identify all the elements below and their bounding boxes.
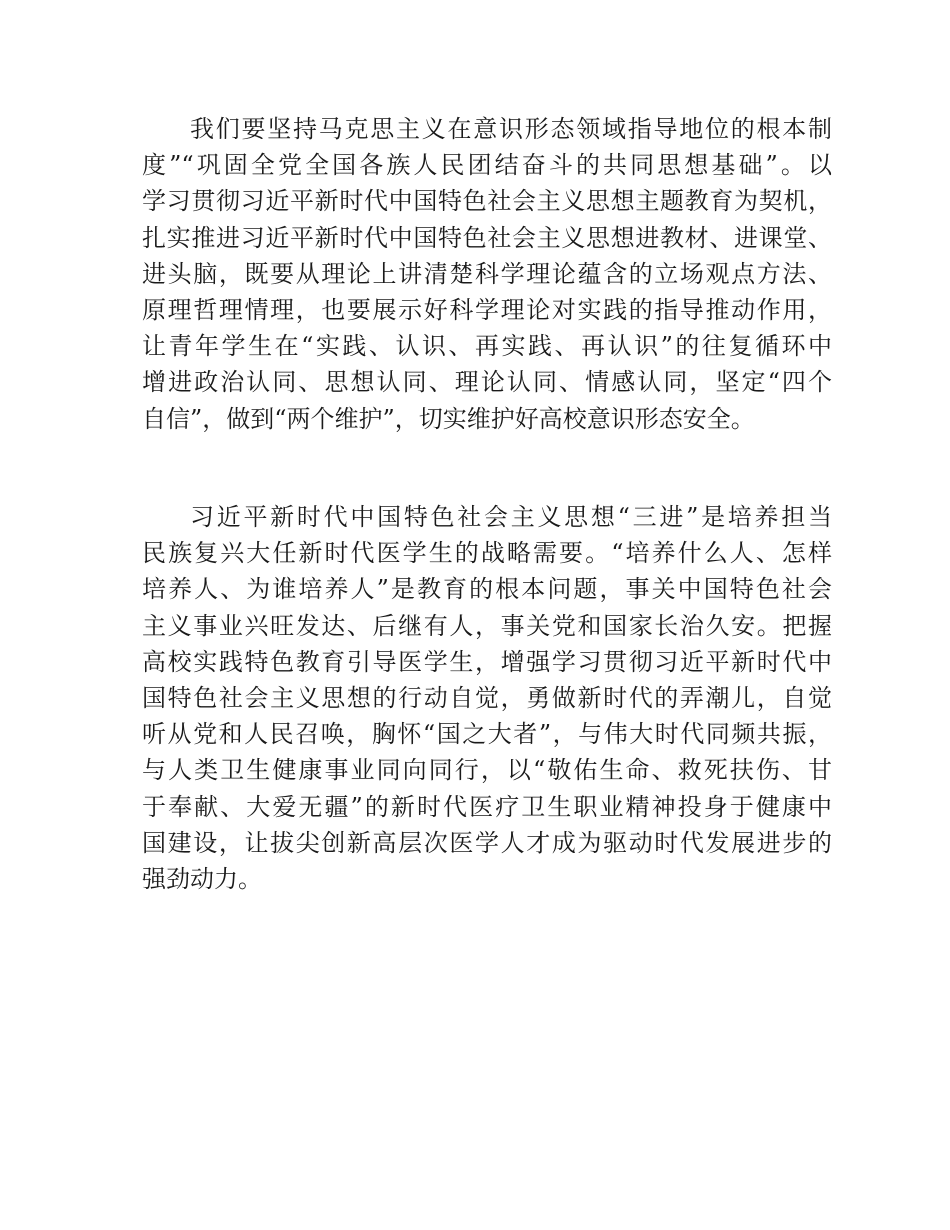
paragraph-1: [142, 111, 832, 437]
paragraph-2-line: 习近平新时代中国特色社会主义思想“三进”是培养担当: [190, 503, 832, 531]
paragraph-1-line: 原理哲理情理，也要展示好科学理论对实践的指导推动作用，: [142, 295, 832, 324]
paragraph-1-line: 进头脑，既要从理论上讲清楚科学理论蕴含的立场观点方法、: [142, 259, 832, 288]
paragraph-1-line: 自信”，做到“两个维护”，切实维护好高校意识形态安全。: [142, 404, 755, 433]
paragraph-1-line: 增进政治认同、思想认同、理论认同、情感认同，坚定“四个: [142, 368, 832, 397]
paragraph-2-line: 于奉献、大爱无疆”的新时代医疗卫生职业精神投身于健康中: [142, 792, 832, 821]
paragraph-1-line: 让青年学生在“实践、认识、再实践、再认识”的往复循环中: [142, 332, 832, 361]
paragraph-2-line: 强劲动力。: [142, 864, 262, 893]
paragraph-1-line: 学习贯彻习近平新时代中国特色社会主义思想主题教育为契机，: [142, 187, 832, 216]
paragraph-2-line: 与人类卫生健康事业同向同行，以“敬佑生命、救死扶伤、甘: [142, 756, 832, 785]
paragraph-2-line: 民族复兴大任新时代医学生的战略需要。“培养什么人、怎样: [142, 539, 832, 568]
paragraph-2-line: 国特色社会主义思想的行动自觉，勇做新时代的弄潮儿，自觉: [142, 683, 832, 712]
paragraph-2-line: 听从党和人民召唤，胸怀“国之大者”，与伟大时代同频共振，: [142, 720, 832, 749]
paragraph-2-line: 培养人、为谁培养人”是教育的根本问题，事关中国特色社会: [142, 575, 832, 604]
paragraph-2-line: 主义事业兴旺发达、后继有人，事关党和国家长治久安。把握: [142, 611, 832, 640]
paragraph-1-line: 扎实推进习近平新时代中国特色社会主义思想进教材、进课堂、: [142, 223, 832, 252]
paragraph-1-line: 我们要坚持马克思主义在意识形态领域指导地位的根本制: [190, 115, 832, 143]
paragraph-2-line: 高校实践特色教育引导医学生，增强学习贯彻习近平新时代中: [142, 647, 832, 676]
paragraph-1-line: 度”“巩固全党全国各族人民团结奋斗的共同思想基础”。以: [142, 151, 832, 180]
paragraph-2-line: 国建设，让拔尖创新高层次医学人才成为驱动时代发展进步的: [142, 828, 832, 857]
paragraph-2: [142, 499, 832, 897]
